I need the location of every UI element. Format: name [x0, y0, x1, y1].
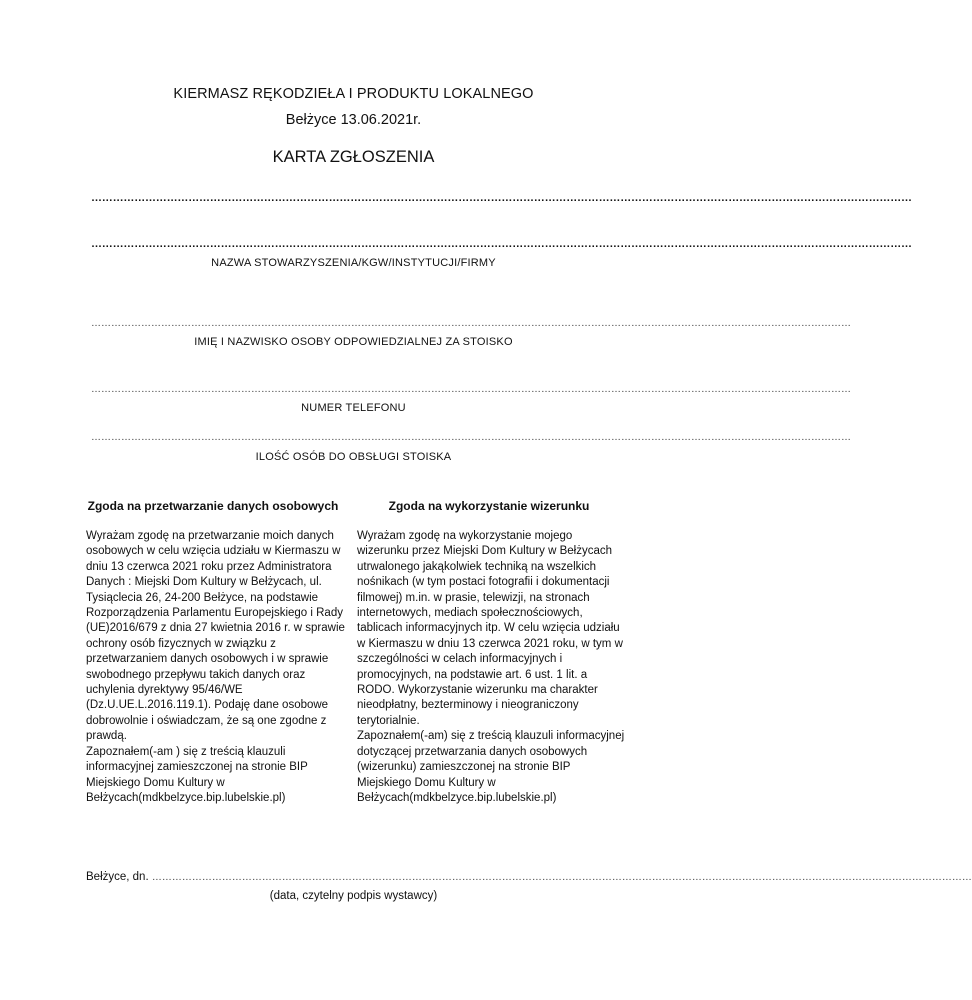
org-name-label: NAZWA STOWARZYSZENIA/KGW/INSTYTUCJI/FIRMY — [211, 257, 496, 269]
image-use-consent-body: Wyrażam zgodę na wykorzystanie mojego wizerunku przez Miejski Dom Kultury w Bełżycach utrwalonego jakąkolwiek techniką na wszelkich nośnikach (w tym postaci fotografii i dokumentacji filmowej) m.in. w prasie, telewizji, na stronach internetowych, mediach społecznościowych, tablicach informacyjnych itp. W celu wzięcia udziału w Kiermaszu w dniu 13 czerwca 2021 roku, w tym w szczególności w celach informacyjnych i promocyjnych, na podstawie art. 6 ust. 1 lit. a RODO. Wykorzystanie wizerunku ma charakter nieodpłatny, bezterminowy i nieograniczony terytorialnie. — [357, 530, 623, 727]
person-label: IMIĘ I NAZWISKO OSOBY ODPOWIEDZIALNEJ ZA STOISKO — [194, 336, 513, 348]
staff-count-label: ILOŚĆ OSÓB DO OBSŁUGI STOISKA — [255, 451, 452, 463]
signature-dots[interactable]: ………………………………………………………………………………………………………………………………………………………………………………………………………………………… — [151, 872, 972, 883]
data-processing-consent-clause: Zapoznałem(-am ) się z treścią klauzuli informacyjnej zamieszczonej na stronie BIP Miejskiego Domu Kultury w Bełżycach(mdkbelzyce.bip.lubelskie.pl) — [86, 745, 308, 804]
person-line[interactable]: ………………………………………………………………………………………………………………………………………………………………………………………………………… — [91, 318, 851, 329]
signature-caption: (data, czytelny podpis wystawcy) — [269, 890, 438, 902]
data-processing-consent-title: Zgoda na przetwarzanie danych osobowych — [87, 499, 339, 513]
data-processing-consent-text — [86, 529, 354, 806]
data-processing-consent-body: Wyrażam zgodę na przetwarzanie moich danych osobowych w celu wzięcia udziału w Kiermaszu w dniu 13 czerwca 2021 roku przez Administratora Danych : Miejski Dom Kultury w Bełżycach, ul. Tysiąclecia 26, 24-200 Bełżyce, na podstawie Rozporządzenia Parlamentu Europejskiego i Rady (UE)2016/679 z dnia 27 kwietnia 2016 r. w sprawie ochrony osób fizycznych w związku z przetwarzaniem danych osobowych i w sprawie swobodnego przepływu takich danych oraz uchylenia dyrektywy 95/46/WE (Dz.U.UE.L.2016.119.1). Podaję dane osobowe dobrowolnie i oświadczam, że są one zgodne z prawdą. — [86, 530, 345, 743]
form-title: KARTA ZGŁOSZENIA — [272, 148, 435, 166]
event-place-date: Bełżyce 13.06.2021r. — [285, 112, 422, 128]
phone-line[interactable]: ………………………………………………………………………………………………………………………………………………………………………………………………………… — [91, 384, 851, 395]
image-use-consent-text — [357, 529, 625, 806]
org-name-line-2[interactable]: ………………………………………………………………………………………………………………………………………………………………………………………………………… — [91, 238, 912, 250]
image-use-consent-clause: Zapoznałem(-am) się z treścią klauzuli informacyjnej dotyczącej przetwarzania danych osobowych (wizerunku) zamieszczonej na stronie BIP Miejskiego Domu Kultury w Bełżycach(mdkbelzyce.bip.lubelskie.pl) — [357, 730, 625, 804]
signature-place-prefix: Bełżyce, dn. — [86, 871, 149, 883]
phone-label: NUMER TELEFONU — [301, 402, 406, 414]
signature-line — [86, 871, 972, 883]
org-name-line-1[interactable]: ………………………………………………………………………………………………………………………………………………………………………………………………………… — [91, 192, 912, 204]
image-use-consent-title: Zgoda na wykorzystanie wizerunku — [388, 499, 590, 513]
event-title: KIERMASZ RĘKODZIEŁA I PRODUKTU LOKALNEGO — [173, 86, 534, 102]
staff-count-line[interactable]: ………………………………………………………………………………………………………………………………………………………………………………………………………… — [91, 432, 851, 443]
